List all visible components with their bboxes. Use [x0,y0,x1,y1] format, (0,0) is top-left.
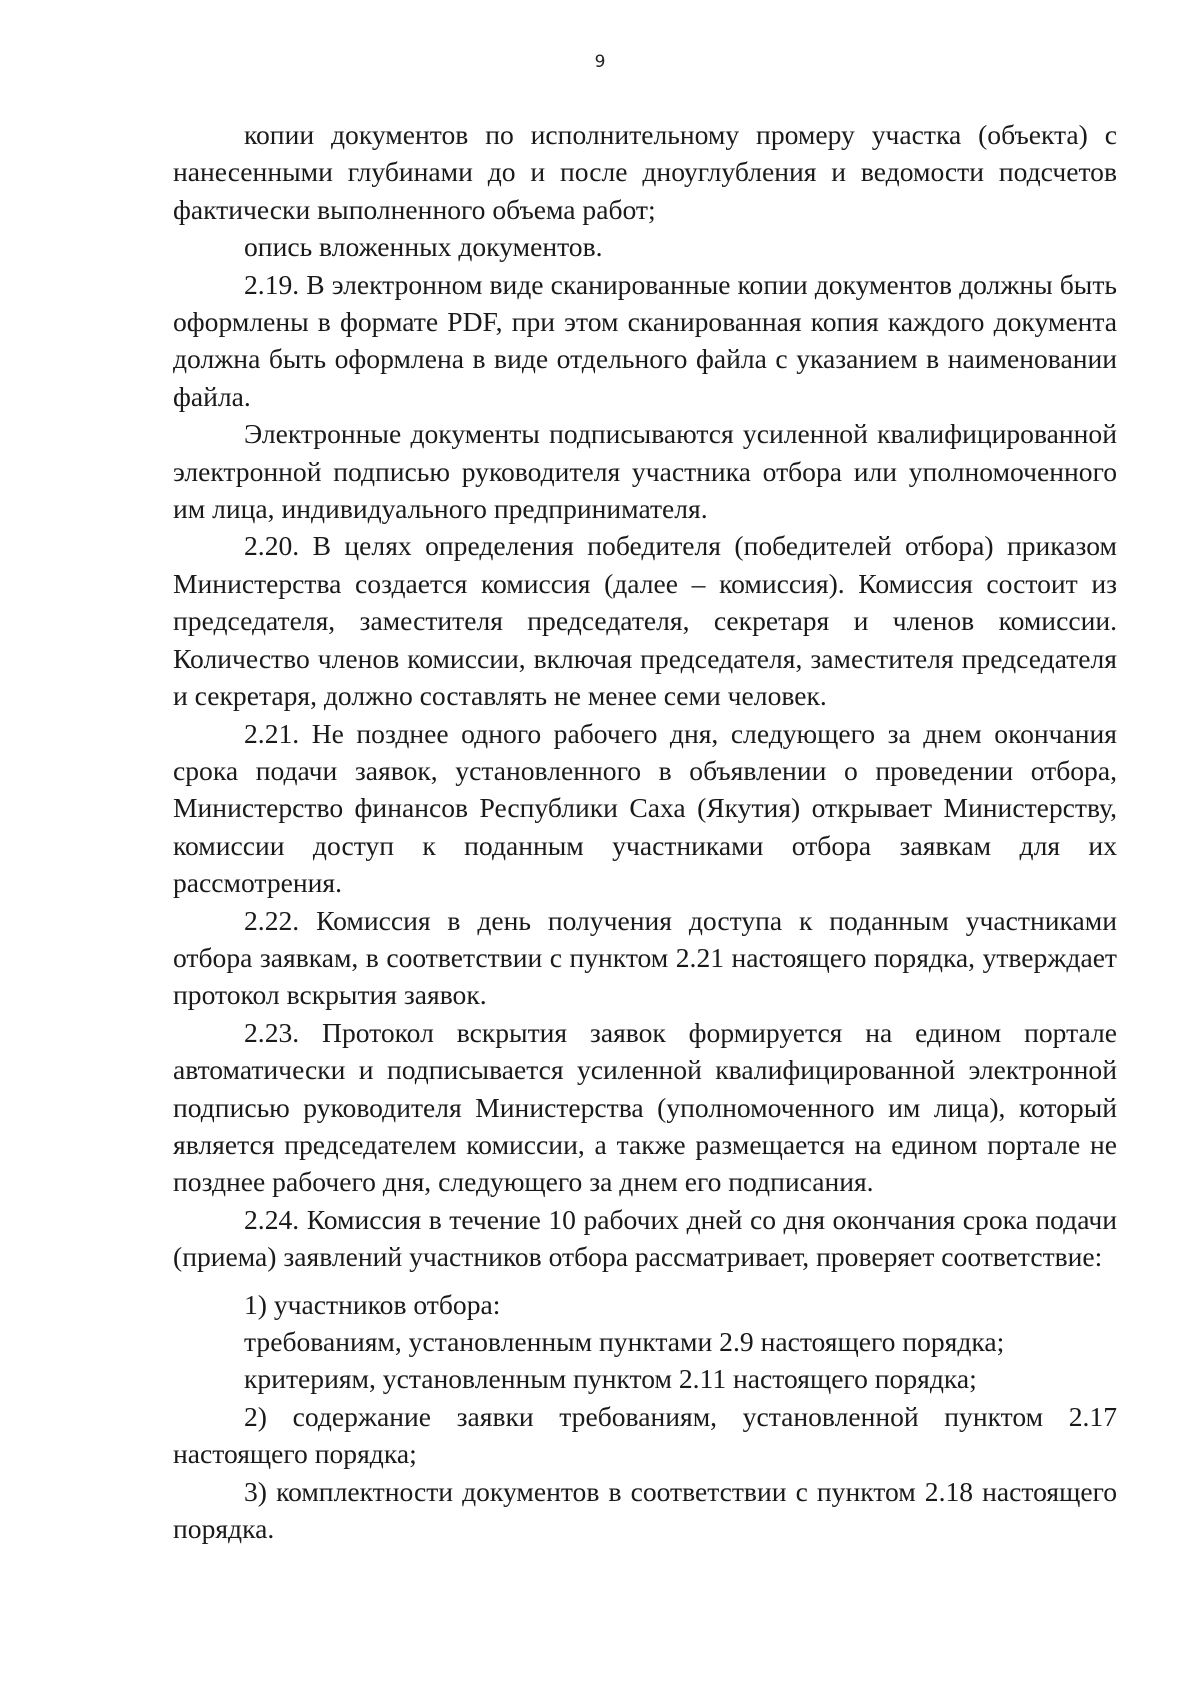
document-body [173,116,1117,1547]
paragraph-2-23: 2.23. Протокол вскрытия заявок формируется на едином портале автоматически и подписывается усиленной квалифицированной электронной подписью руководителя Министерства (уполномоченного им лица), который является председателем комиссии, а также размещается на едином портале не позднее рабочего дня, следующего за днем его подписания. [173,1016,1117,1198]
paragraph-measurement-copies: копии документов по исполнительному промеру участка (объекта) с нанесенными глубинами до и после дноуглубления и ведомости подсчетов фактически выполненного объема работ; [173,119,1117,225]
list-item-2: 2) содержание заявки требованиям, установленной пунктом 2.17 настоящего порядка; [173,1400,1117,1470]
paragraph-2-19: 2.19. В электронном виде сканированные копии документов должны быть оформлены в формате PDF, при этом сканированная копия каждого документа должна быть оформлена в виде отдельного файла с указанием в наименовании файла. [173,268,1117,412]
paragraph-2-21: 2.21. Не позднее одного рабочего дня, следующего за днем окончания срока подачи заявок, установленного в объявлении о проведении отбора, Министерство финансов Республики Саха (Якутия) открывает Министерству, комиссии доступ к поданным участниками отбора заявкам для их рассмотрения. [173,717,1117,899]
paragraph-2-20: 2.20. В целях определения победителя (победителей отбора) приказом Министерства создается комиссия (далее – комиссия). Комиссия состоит из председателя, заместителя председателя, секретаря и членов комиссии. Количество членов комиссии, включая председателя, заместителя председателя и секретаря, должно составлять не менее семи человек. [173,530,1117,712]
list-item-1: 1) участников отбора: [244,1288,501,1320]
paragraph-2-24: 2.24. Комиссия в течение 10 рабочих дней со дня окончания срока подачи (приема) заявлений участников отбора рассматривает, проверяет соответствие: [173,1203,1117,1273]
paragraph-document-inventory: опись вложенных документов. [244,231,603,263]
paragraph-2-22: 2.22. Комиссия в день получения доступа к поданным участниками отбора заявкам, в соответствии с пунктом 2.21 настоящего порядка, утверждает протокол вскрытия заявок. [173,904,1117,1011]
list-item-3: 3) комплектности документов в соответствии с пунктом 2.18 настоящего порядка. [173,1475,1117,1545]
paragraph-electronic-signature: Электронные документы подписываются усиленной квалифицированной электронной подписью руководителя участника отбора или уполномоченного им лица, индивидуального предпринимателя. [173,418,1117,525]
list-subitem-criteria: критериям, установленным пунктом 2.11 настоящего порядка; [244,1363,977,1395]
page-number: 9 [594,52,606,72]
list-subitem-requirements: требованиям, установленным пунктами 2.9 настоящего порядка; [244,1326,1005,1357]
